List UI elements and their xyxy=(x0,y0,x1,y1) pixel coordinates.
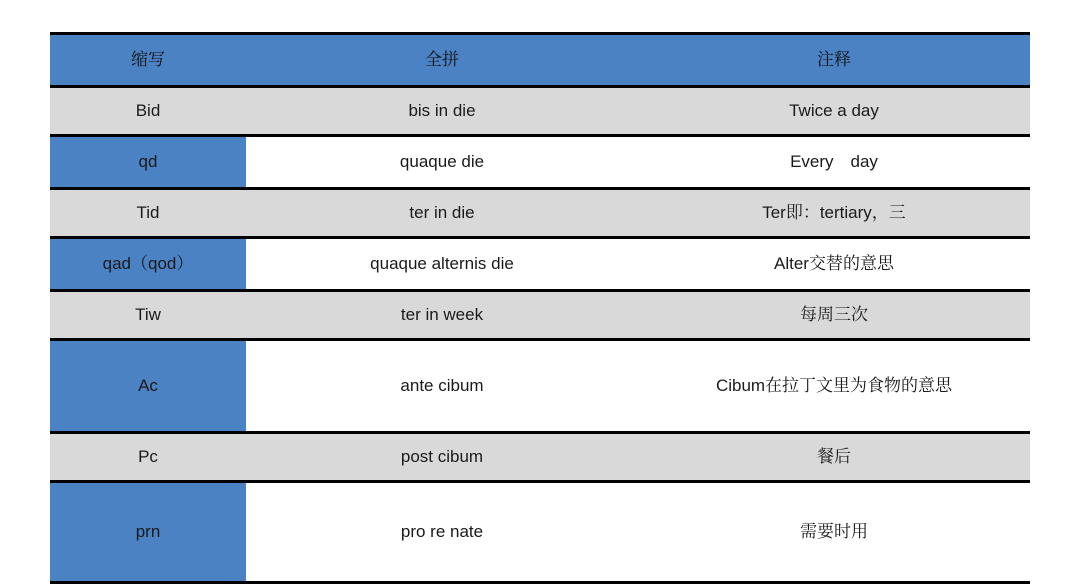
cell-full-spelling: quaque alternis die xyxy=(246,238,638,291)
cell-abbreviation: Pc xyxy=(50,433,246,482)
abbreviation-table-container xyxy=(50,32,1030,584)
cell-abbreviation: prn xyxy=(50,482,246,583)
cell-annotation: Every day xyxy=(638,136,1030,189)
table-row xyxy=(50,433,1030,482)
cell-annotation: Cibum在拉丁文里为食物的意思 xyxy=(638,340,1030,433)
cell-full-spelling: pro re nate xyxy=(246,482,638,583)
table-row xyxy=(50,482,1030,583)
column-header-abbreviation: 缩写 xyxy=(50,34,246,87)
table-row xyxy=(50,189,1030,238)
cell-abbreviation: Ac xyxy=(50,340,246,433)
cell-full-spelling: quaque die xyxy=(246,136,638,189)
cell-abbreviation: Tid xyxy=(50,189,246,238)
abbreviation-table xyxy=(50,32,1030,584)
table-row xyxy=(50,340,1030,433)
column-header-annotation: 注释 xyxy=(638,34,1030,87)
table-row xyxy=(50,136,1030,189)
cell-abbreviation: Tiw xyxy=(50,291,246,340)
cell-annotation: 需要时用 xyxy=(638,482,1030,583)
cell-abbreviation: Bid xyxy=(50,87,246,136)
table-header-row xyxy=(50,34,1030,87)
table-row xyxy=(50,87,1030,136)
column-header-full-spelling: 全拼 xyxy=(246,34,638,87)
cell-annotation: Alter交替的意思 xyxy=(638,238,1030,291)
cell-abbreviation: qd xyxy=(50,136,246,189)
cell-full-spelling: ter in die xyxy=(246,189,638,238)
cell-abbreviation: qad（qod） xyxy=(50,238,246,291)
cell-annotation: Twice a day xyxy=(638,87,1030,136)
cell-annotation: 餐后 xyxy=(638,433,1030,482)
cell-full-spelling: ante cibum xyxy=(246,340,638,433)
table-row xyxy=(50,238,1030,291)
cell-full-spelling: bis in die xyxy=(246,87,638,136)
cell-annotation: Ter即：tertiary，三 xyxy=(638,189,1030,238)
cell-full-spelling: ter in week xyxy=(246,291,638,340)
cell-full-spelling: post cibum xyxy=(246,433,638,482)
cell-annotation: 每周三次 xyxy=(638,291,1030,340)
table-body xyxy=(50,34,1030,583)
table-row xyxy=(50,291,1030,340)
